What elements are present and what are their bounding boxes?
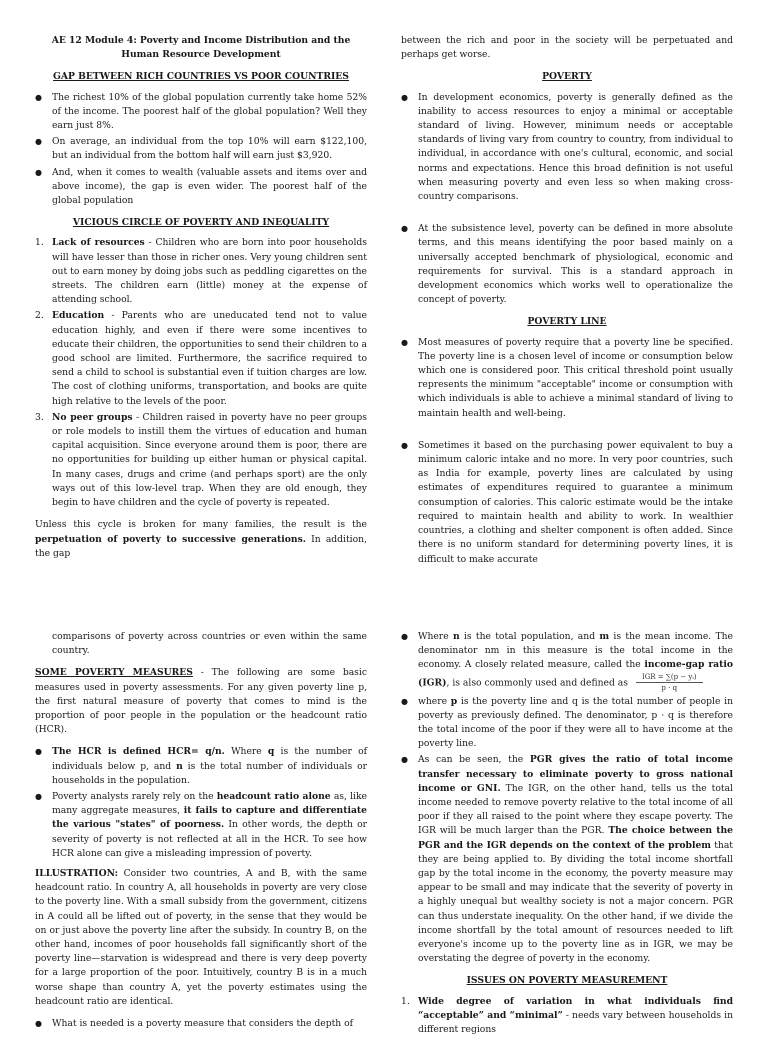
depth-bullet-list <box>35 1017 367 1031</box>
list-item: ● where p is the poverty line and q is the total number of people in poverty as previously defined. The denominator, p · q is therefore the total income of the poor if they were all to have income at the poverty line. <box>401 695 733 750</box>
continuation-text: between the rich and poor in the society will be perpetuated and perhaps get worse. <box>401 35 733 61</box>
bullet-icon: ● <box>401 696 408 706</box>
list-item: ● In development economics, poverty is generally defined as the inability to access resources to enjoy a minimal or acceptable standard of living. However, minimum needs or acceptable standards of living vary from country to country, from individual to individual, in accordance with one's cultural, economic, and social norms and expectations. Hence this broad definition is not useful when measuring poverty and even less so when making cross-country comparisons. <box>401 91 733 203</box>
list-item: ● At the subsistence level, poverty can be defined in more absolute terms, and this means identifying the poor based mainly on a universally accepted benchmark of physiological, economic and requirements for survival. This is a standard approach in development economics which works well to operationalize the concept of poverty. <box>401 223 733 306</box>
list-item: ● On average, an individual from the top 10% will earn $122,100, but an individual from the bottom half will earn just $3,920. <box>35 136 367 162</box>
bullet-icon: ● <box>401 337 408 347</box>
bullet-icon: ● <box>401 92 408 102</box>
list-item: 2. Education - Parents who are uneducated tend not to value education highly, and even if there were some incentives to educate their children, the opportunities to send their children to a good school are limited. Furthermore, the sacrifice required to send a child to school is substantial even if tuition charges are low. The cost of clothing uniforms, transportation, and books are quite high relative to the levels of the poor. <box>35 310 367 407</box>
bullet-icon: ● <box>401 632 408 641</box>
issues-heading: ISSUES ON POVERTY MEASUREMENT <box>466 975 668 987</box>
list-item: ● Most measures of poverty require that a poverty line be specified. The poverty line is a chosen level of income or consumption below which one is considered poor. This critical threshold point usually represents the minimum "acceptable" income or consumption with which individuals is able to achieve a minimal standard of living to maintain health and well-being. <box>401 336 733 419</box>
igr-formula: IGR = ∑(p − yᵢ) p · q <box>636 673 703 693</box>
bullet-icon: ● <box>35 1019 42 1029</box>
list-item: ● What is needed is a poverty measure that considers the depth of <box>35 1017 367 1031</box>
measures-bullet-list <box>401 630 733 966</box>
spacer <box>401 206 733 220</box>
bullet-icon: ● <box>401 440 408 450</box>
page1-right-column <box>401 34 733 573</box>
list-item: ● Where n is the total population, and m is the mean income. The denominator nm in this measure is the total income in the economy. A closely related measure, called the income-gap ratio (IGR), is also commonly used and defined as IGR = ∑(p − yᵢ) p · q <box>401 631 733 692</box>
spacer <box>401 423 733 437</box>
list-item: ● Sometimes it based on the purchasing power equivalent to buy a minimum caloric intake and no more. In very poor countries, such as India for example, poverty lines are calculated by using estimates of expenditures required to guarantee a minimum consumption of calories. This caloric estimate would be the intake required to maintain health and ability to work. In wealthier countries, a clothing and shelter component is often added. Since there is no uniform standard for determining poverty lines, it is difficult to make accurate <box>401 439 733 565</box>
hcr-bullet-list <box>35 745 367 861</box>
list-item: 3. No peer groups - Children raised in poverty have no peer groups or role models to instill them the virtues of education and human capital acquisition. Since everyone around them is poor, there are no opportunities for building up either human or physical capital. In many cases, drugs and crime (and perhaps sport) are the only ways out of this low-level trap. When they are old enough, they begin to have children and the cycle of poverty is repeated. <box>35 411 367 509</box>
poverty-line-heading: POVERTY LINE <box>527 316 607 328</box>
gap-bullet-list <box>35 91 367 209</box>
continuation-text: comparisons of poverty across countries or even within the same country. <box>52 631 367 657</box>
poverty-heading: POVERTY <box>542 71 592 83</box>
page2-left-column <box>35 630 367 1037</box>
list-item: ● And, when it comes to wealth (valuable assets and items over and above income), the gap is even wider. The poorest half of the global population <box>35 166 367 207</box>
bullet-icon: ● <box>401 224 408 234</box>
bullet-icon: ● <box>35 792 42 802</box>
issues-list <box>401 995 733 1038</box>
gap-heading: GAP BETWEEN RICH COUNTRIES VS POOR COUNTRIES <box>53 71 349 83</box>
bullet-icon: ● <box>35 92 42 102</box>
list-item: ● The HCR is defined HCR= q/n. Where q is the number of individuals below p, and n is the total number of individuals or households in the population. <box>35 746 367 786</box>
list-item: ● Poverty analysts rarely rely on the headcount ratio alone as, like many aggregate measures, it fails to capture and differentiate the various "states" of poorness. In other words, the depth or severity of poverty is not reflected at all in the HCR. To see how HCR alone can give a misleading impression of poverty. <box>35 791 367 859</box>
list-item: 1. Wide degree of variation in what individuals find “acceptable” and “minimal” - needs vary between households in different regions <box>401 995 733 1036</box>
document-page-2 <box>0 620 768 1036</box>
list-item: ● The richest 10% of the global population currently take home 52% of the income. The poorest half of the global population? Well they earn just 8%. <box>35 91 367 132</box>
bullet-icon: ● <box>35 137 42 147</box>
module-title: AE 12 Module 4: Poverty and Income Distribution and the Human Resource Development <box>51 35 351 61</box>
bullet-icon: ● <box>35 167 42 177</box>
closing-paragraph: Unless this cycle is broken for many families, the result is the perpetuation of poverty to successive generations. In addition, the gap <box>35 519 367 559</box>
page2-right-column <box>401 630 733 1043</box>
poverty-bullet-list <box>401 91 733 308</box>
list-item: ● As can be seen, the PGR gives the ratio of total income transfer necessary to eliminate poverty to gross national income or GNI. The IGR, on the other hand, tells us the total income needed to remove poverty relative to the total income of all poor if they all raised to the point where they escape poverty. The IGR will be much larger than the PGR. The choice between the PGR and the IGR depends on the context of the problem that they are being applied to. By dividing the total income shortfall gap by the total income in the economy, the poverty measure may appear to be small and may indicate that the severity of poverty in a highly unequal but wealthy society is not a major concern. PGR can thus understate inequality. On the other hand, if we divide the income shortfall by the total amount of resources needed to lift everyone's income up to the poverty line as in IGR, we may be overstating the degree of poverty in the economy. <box>401 754 734 965</box>
poverty-measures-paragraph: SOME POVERTY MEASURES - The following are some basic measures used in poverty assessments. For any given poverty line p, the first natural measure of poverty that comes to mind is the proportion of poor people in the population or the headcount ratio (HCR). <box>35 667 367 736</box>
vicious-circle-heading: VICIOUS CIRCLE OF POVERTY AND INEQUALITY <box>72 217 330 229</box>
vicious-circle-list <box>35 236 367 510</box>
bullet-icon: ● <box>35 747 42 757</box>
list-item: 1. Lack of resources - Children who are born into poor households will have lesser than those in richer ones. Very young children sent out to earn money by doing jobs such as peddling cigarettes on the streets. The children earn (little) money at the expense of attending school. <box>35 237 367 306</box>
bullet-icon: ● <box>401 755 408 765</box>
poverty-line-bullet-list <box>401 336 733 567</box>
page1-left-column <box>35 34 367 569</box>
illustration-paragraph: ILLUSTRATION: Consider two countries, A and B, with the same headcount ratio. In country A, all households in poverty are very close to the poverty line. With a small subsidy from the government, citizens in A could all be lifted out of poverty, in the sense that they would be on or just above the poverty line after the subsidy. In country B, on the other hand, incomes of poor households fall significantly short of the poverty line—starvation is widespread and there is very deep poverty for a large proportion of the poor. Intuitively, country B is in a much worse shape than country A, yet the poverty estimates using the headcount ratio are identical. <box>35 868 367 1007</box>
